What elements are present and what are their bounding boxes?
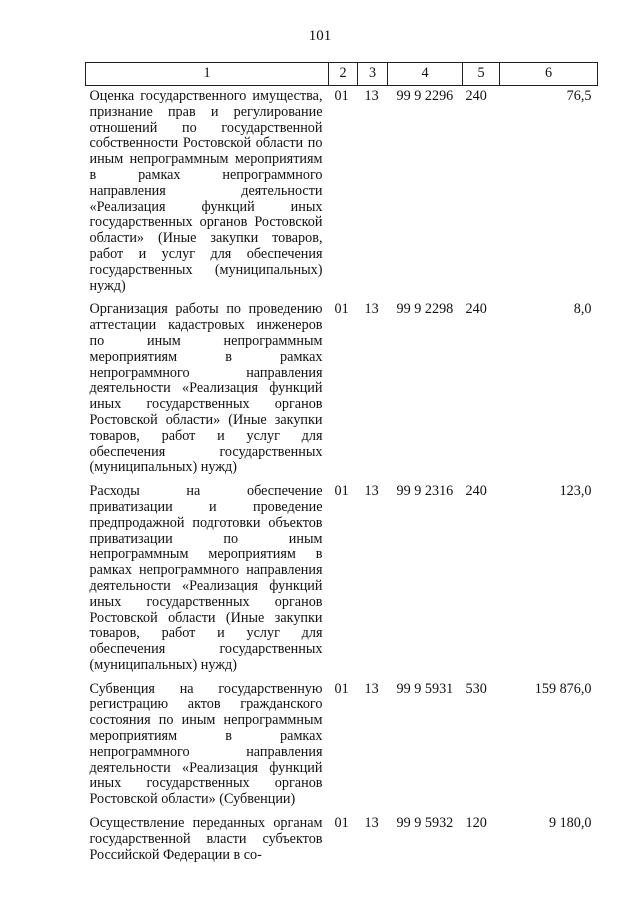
- row-section-code: 01: [334, 483, 349, 500]
- table-row: [86, 816, 598, 871]
- row-target-code: 99 9 5931: [396, 680, 454, 697]
- row-subsection-code: 13: [364, 815, 379, 832]
- row-amount: 159 876,0: [534, 680, 592, 697]
- table-row: [86, 484, 598, 682]
- header-col-2: 2: [329, 63, 358, 86]
- row-description: Расходы на обеспечение приватизации и проведение предпродажной подготовки объектов приватизации по иным непрограммным мероприятиям в рамках непрограммного направления деятельности «Реализация функций иных государственных органов Ростовской области (Иные закупки товаров, работ и услуг для обеспечения государственных (муниципальных) нужд): [89, 483, 323, 673]
- row-subsection-code: 13: [364, 680, 379, 697]
- row-expense-type: 240: [465, 88, 487, 104]
- row-expense-type: 240: [465, 483, 487, 500]
- row-description: Оценка государственного имущества, признание прав и регулирование отношений по государственной собственности Ростовской области по иным непрограммным мероприятиям в рамках непрограммного направления деятельности «Реализация функций иных государственных органов Ростовской области» (Иные закупки товаров, работ и услуг для обеспечения государственных (муниципальных) нужд): [89, 88, 323, 294]
- row-amount: 123,0: [559, 483, 592, 500]
- table-header-row: [86, 63, 598, 86]
- row-subsection-code: 13: [364, 483, 379, 500]
- row-section-code: 01: [334, 815, 349, 832]
- row-description: Субвенция на государственную регистрацию актов гражданского состояния по иным непрограммным мероприятиям в рамках непрограммного направления деятельности «Реализация функций иных государственных органов Ростовской области» (Субвенции): [89, 680, 323, 808]
- row-description: Организация работы по проведению аттестации кадастровых инженеров по иным непрограммным мероприятиям в рамках непрограммного направления деятельности «Реализация функций иных государственных органов Ростовской области» (Иные закупки товаров, работ и услуг для обеспечения государственных (муниципальных) нужд): [89, 301, 323, 476]
- row-section-code: 01: [334, 88, 349, 104]
- row-amount: 8,0: [573, 301, 592, 318]
- row-target-code: 99 9 2298: [396, 301, 454, 318]
- table-row: [86, 302, 598, 484]
- header-col-5: 5: [463, 63, 500, 86]
- table-row: [86, 86, 598, 303]
- budget-table: [85, 62, 598, 871]
- row-subsection-code: 13: [364, 88, 379, 104]
- row-target-code: 99 9 5932: [396, 815, 454, 832]
- table-row: [86, 682, 598, 816]
- row-target-code: 99 9 2316: [396, 483, 454, 500]
- row-amount: 76,5: [566, 88, 592, 104]
- row-amount: 9 180,0: [548, 815, 592, 832]
- row-section-code: 01: [334, 680, 349, 697]
- header-col-1: 1: [86, 63, 329, 86]
- row-target-code: 99 9 2296: [396, 88, 454, 104]
- row-subsection-code: 13: [364, 301, 379, 318]
- header-col-6: 6: [500, 63, 598, 86]
- row-description: Осуществление переданных органам государственной власти субъектов Российской Федерации в со-: [89, 815, 323, 863]
- page-number: 101: [308, 28, 332, 44]
- row-expense-type: 120: [465, 815, 487, 832]
- header-col-3: 3: [358, 63, 388, 86]
- header-col-4: 4: [388, 63, 463, 86]
- row-expense-type: 240: [465, 301, 487, 318]
- row-section-code: 01: [334, 301, 349, 318]
- row-expense-type: 530: [465, 680, 487, 697]
